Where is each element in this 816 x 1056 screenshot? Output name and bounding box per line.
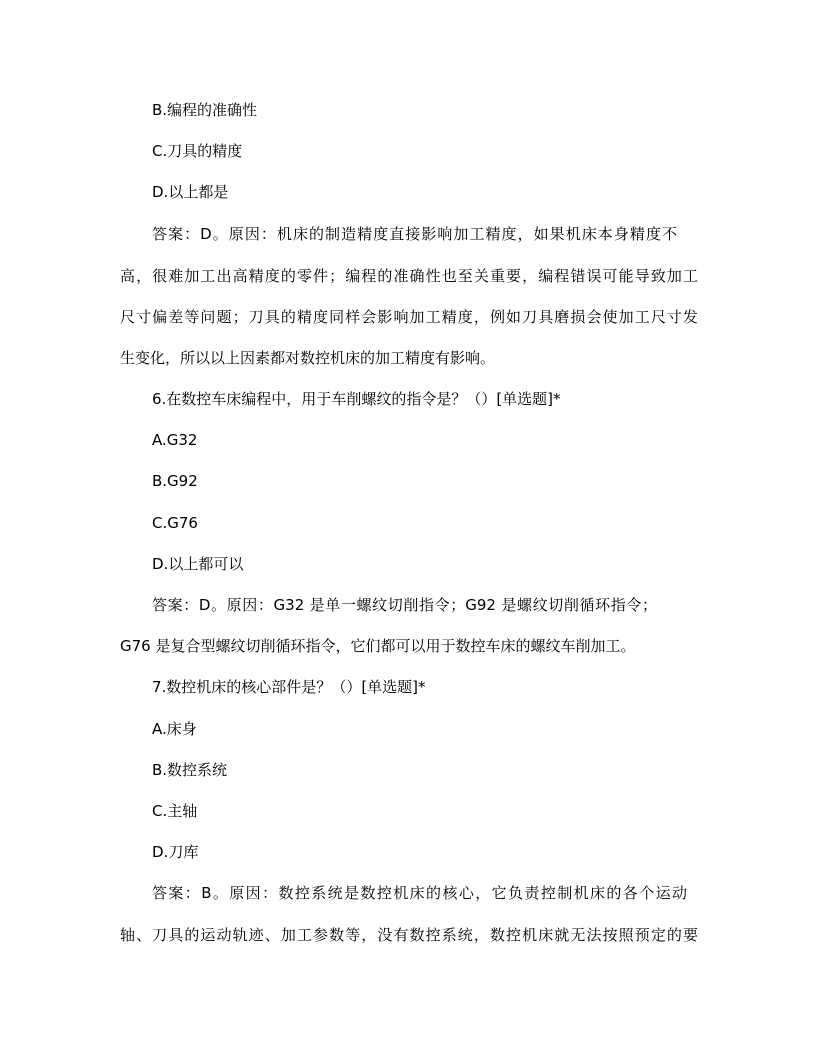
option-b-q7: B.数控系统 bbox=[152, 761, 228, 779]
answer-q7-line2: 轴、刀具的运动轨迹、加工参数等，没有数控系统，数控机床就无法按照预定的要 bbox=[120, 926, 698, 944]
answer-q7-line1: 答案：B。原因：数控系统是数控机床的核心，它负责控制机床的各个运动 bbox=[152, 884, 687, 902]
option-b-q5: B.编程的准确性 bbox=[152, 101, 258, 119]
answer-q5-line2: 高，很难加工出高精度的零件；编程的准确性也至关重要，编程错误可能导致加工 bbox=[120, 267, 698, 285]
option-b-q6: B.G92 bbox=[152, 472, 198, 490]
option-c-q6: C.G76 bbox=[152, 514, 198, 532]
answer-q5-line1: 答案：D。原因：机床的制造精度直接影响加工精度，如果机床本身精度不 bbox=[152, 225, 677, 243]
answer-q6-line1: 答案：D。原因：G32 是单一螺纹切削指令；G92 是螺纹切削循环指令； bbox=[152, 596, 657, 614]
question-6: 6.在数控车床编程中，用于车削螺纹的指令是？（）[单选题]* bbox=[152, 390, 561, 408]
option-c-q7: C.主轴 bbox=[152, 802, 198, 820]
answer-q5-line3: 尺寸偏差等问题；刀具的精度同样会影响加工精度，例如刀具磨损会使加工尺寸发 bbox=[120, 308, 698, 326]
option-d-q7: D.刀库 bbox=[152, 843, 199, 861]
option-d-q6: D.以上都可以 bbox=[152, 555, 244, 573]
question-7: 7.数控机床的核心部件是？（）[单选题]* bbox=[152, 678, 426, 696]
option-a-q7: A.床身 bbox=[152, 720, 197, 738]
option-d-q5: D.以上都是 bbox=[152, 183, 229, 201]
option-a-q6: A.G32 bbox=[152, 431, 198, 449]
option-c-q5: C.刀具的精度 bbox=[152, 142, 243, 160]
answer-q5-line4: 生变化，所以以上因素都对数控机床的加工精度有影响。 bbox=[120, 349, 496, 367]
answer-q6-line2: G76 是复合型螺纹切削循环指令，它们都可以用于数控车床的螺纹车削加工。 bbox=[120, 637, 636, 655]
